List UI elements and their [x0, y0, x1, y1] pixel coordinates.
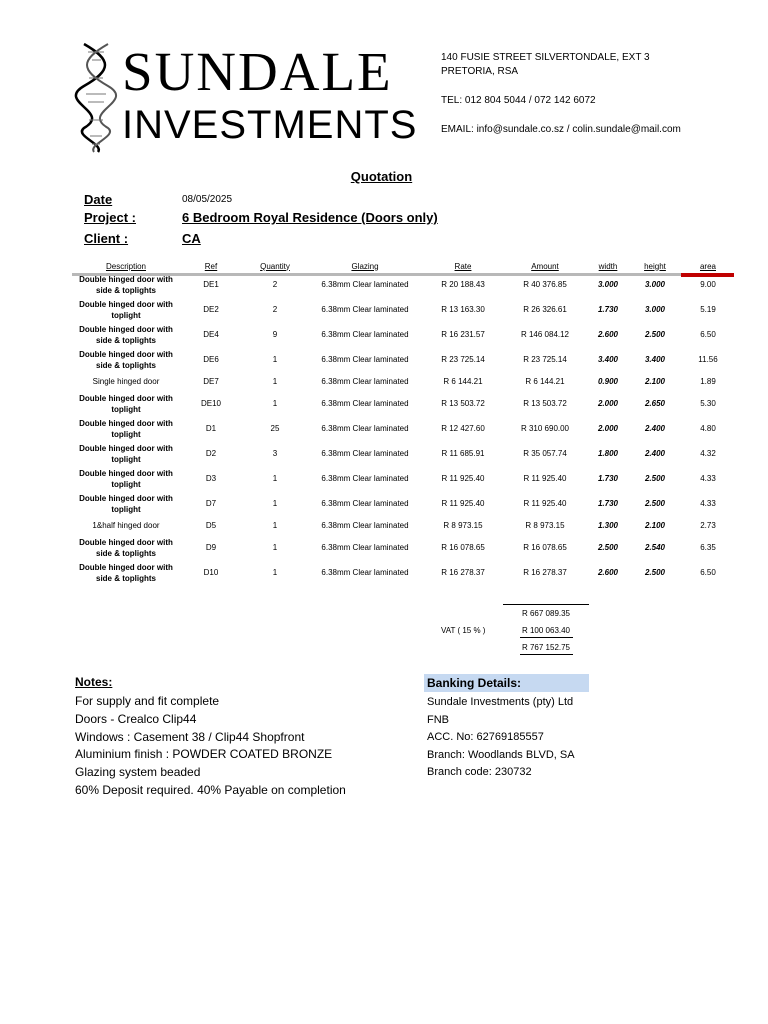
col-header: Amount	[531, 261, 559, 271]
quantity-cell: 1	[272, 355, 278, 364]
document-title: Quotation	[350, 169, 413, 184]
area-cell: 5.30	[700, 399, 716, 408]
col-header: Glazing	[351, 261, 379, 271]
ref-cell: D5	[205, 521, 217, 530]
banking-line: ACC. No: 62769185557	[427, 731, 544, 744]
description-line: Double hinged door with	[79, 393, 173, 403]
ref-cell: DE7	[203, 377, 219, 386]
description-cell	[72, 272, 180, 297]
table-header-row	[72, 260, 736, 272]
rate-cell: R 16 078.65	[441, 543, 485, 552]
col-header: Quantity	[260, 261, 290, 271]
note-line: Doors - Crealco Clip44	[75, 711, 197, 726]
description-line: toplight	[111, 310, 141, 320]
area-cell: 4.80	[700, 424, 716, 433]
amount-cell: R 146 084.12	[520, 330, 570, 339]
description-cell	[72, 491, 180, 516]
description-line: 1&half hinged door	[92, 521, 160, 530]
logo-text-investments: INVESTMENTS	[122, 103, 418, 147]
height-cell: 2.540	[644, 543, 666, 552]
company-logo	[74, 40, 430, 155]
rate-cell: R 11 685.91	[441, 449, 485, 458]
amount-cell: R 310 690.00	[520, 424, 570, 433]
glazing-cell: 6.38mm Clear laminated	[321, 424, 409, 433]
description-cell	[72, 466, 180, 491]
amount-cell: R 26 326.61	[523, 305, 567, 314]
banking-line: Sundale Investments (pty) Ltd	[427, 696, 574, 708]
width-cell: 2.600	[597, 330, 619, 339]
height-cell: 3.400	[644, 355, 666, 364]
description-cell	[72, 322, 180, 347]
quantity-cell: 9	[272, 330, 278, 339]
description-line: side & toplights	[96, 285, 156, 295]
glazing-cell: 6.38mm Clear laminated	[321, 474, 409, 483]
vat-value: R 100 063.40	[521, 626, 571, 635]
height-cell: 2.500	[644, 568, 666, 577]
telephone: TEL: 012 804 5044 / 072 142 6072	[441, 95, 596, 106]
ref-cell: D9	[205, 543, 217, 552]
height-cell: 2.500	[644, 499, 666, 508]
client-label: Client :	[84, 231, 129, 246]
area-cell: 1.89	[700, 377, 716, 386]
table-row	[72, 416, 736, 441]
description-cell	[72, 391, 180, 416]
description-line: Double hinged door with	[79, 418, 173, 428]
rate-cell: R 6 144.21	[443, 377, 483, 386]
quantity-cell: 1	[272, 499, 278, 508]
total-rule	[520, 654, 573, 655]
area-cell: 5.19	[700, 305, 716, 314]
height-cell: 2.400	[644, 424, 666, 433]
table-row	[72, 297, 736, 322]
description-line: toplight	[111, 479, 141, 489]
area-cell: 2.73	[700, 521, 716, 530]
description-cell	[72, 347, 180, 372]
notes-list	[75, 693, 346, 800]
width-cell: 2.600	[597, 568, 619, 577]
glazing-cell: 6.38mm Clear laminated	[321, 305, 409, 314]
banking-line: FNB	[427, 713, 449, 726]
ref-cell: DE6	[203, 355, 219, 364]
table-row	[72, 491, 736, 516]
note-line: Windows : Casement 38 / Clip44 Shopfront	[75, 729, 305, 744]
client-value: CA	[182, 231, 201, 246]
glazing-cell: 6.38mm Clear laminated	[321, 355, 409, 364]
vat-label: VAT ( 15 % )	[441, 626, 486, 635]
height-cell: 3.000	[644, 280, 666, 289]
height-cell: 2.650	[644, 399, 666, 408]
quantity-cell: 2	[272, 280, 278, 289]
email: EMAIL: info@sundale.co.sz / colin.sundale@mail.com	[441, 124, 681, 135]
col-header: area	[699, 261, 716, 271]
description-line: Double hinged door with	[79, 299, 173, 309]
address-line-1: 140 FUSIE STREET SILVERTONDALE, EXT 3	[441, 52, 650, 63]
quantity-cell: 1	[272, 521, 278, 530]
note-line: For supply and fit complete	[75, 694, 220, 708]
quantity-cell: 3	[272, 449, 278, 458]
area-cell: 6.50	[700, 568, 716, 577]
glazing-cell: 6.38mm Clear laminated	[321, 377, 409, 386]
width-cell: 2.000	[597, 424, 619, 433]
dna-helix-icon	[74, 40, 122, 155]
area-cell: 6.35	[700, 543, 716, 552]
description-line: side & toplights	[96, 573, 156, 583]
logo-text-sundale: SUNDALE	[122, 41, 393, 102]
rate-cell: R 11 925.40	[441, 474, 485, 483]
width-cell: 1.730	[597, 305, 619, 314]
glazing-cell: 6.38mm Clear laminated	[321, 568, 409, 577]
ref-cell: D1	[205, 424, 217, 433]
amount-cell: R 23 725.14	[523, 355, 567, 364]
ref-cell: D2	[205, 449, 217, 458]
rate-cell: R 16 231.57	[441, 330, 485, 339]
rate-cell: R 13 163.30	[441, 305, 485, 314]
quantity-cell: 1	[272, 399, 278, 408]
amount-cell: R 11 925.40	[523, 499, 567, 508]
rate-cell: R 16 278.37	[441, 568, 485, 577]
description-line: Double hinged door with	[79, 349, 173, 359]
col-header: Rate	[454, 261, 472, 271]
glazing-cell: 6.38mm Clear laminated	[321, 280, 409, 289]
description-line: Double hinged door with	[79, 324, 173, 334]
height-cell: 3.000	[644, 305, 666, 314]
description-line: side & toplights	[96, 548, 156, 558]
height-cell: 2.500	[644, 474, 666, 483]
banking-details	[427, 694, 575, 782]
table-body	[72, 272, 736, 585]
width-cell: 1.730	[597, 474, 619, 483]
description-cell	[72, 516, 180, 535]
table-row	[72, 535, 736, 560]
table-row	[72, 372, 736, 391]
description-line: side & toplights	[96, 360, 156, 370]
table-row	[72, 441, 736, 466]
description-line: toplight	[111, 454, 141, 464]
banking-heading: Banking Details:	[424, 674, 589, 692]
table-row	[72, 516, 736, 535]
area-cell: 11.56	[698, 355, 718, 364]
subtotal-rule	[503, 604, 589, 605]
project-value: 6 Bedroom Royal Residence (Doors only)	[182, 210, 438, 225]
description-line: toplight	[111, 504, 141, 514]
quotation-table	[72, 260, 736, 585]
glazing-cell: 6.38mm Clear laminated	[321, 521, 409, 530]
height-cell: 2.100	[644, 377, 666, 386]
banking-line: Branch code: 230732	[427, 766, 532, 779]
col-header: width	[598, 261, 618, 271]
glazing-cell: 6.38mm Clear laminated	[321, 499, 409, 508]
description-line: Double hinged door with	[79, 562, 173, 572]
note-line: Glazing system beaded	[75, 765, 201, 780]
description-cell	[72, 441, 180, 466]
table-row	[72, 391, 736, 416]
col-header: Description	[105, 261, 146, 271]
amount-cell: R 11 925.40	[523, 474, 567, 483]
table-row	[72, 560, 736, 585]
rate-cell: R 12 427.60	[441, 424, 485, 433]
width-cell: 1.800	[597, 449, 619, 458]
amount-cell: R 6 144.21	[525, 377, 565, 386]
description-cell	[72, 297, 180, 322]
table-row	[72, 272, 736, 297]
rate-cell: R 13 503.72	[441, 399, 485, 408]
table-row	[72, 466, 736, 491]
ref-cell: D3	[205, 474, 217, 483]
description-line: side & toplights	[96, 335, 156, 345]
description-cell	[72, 535, 180, 560]
width-cell: 1.730	[597, 499, 619, 508]
area-cell: 4.33	[700, 499, 716, 508]
note-line: Aluminium finish : POWDER COATED BRONZE	[75, 747, 333, 762]
width-cell: 3.000	[597, 280, 619, 289]
height-cell: 2.400	[644, 449, 666, 458]
amount-cell: R 16 278.37	[523, 568, 567, 577]
description-line: toplight	[111, 429, 141, 439]
description-cell	[72, 560, 180, 585]
description-line: Double hinged door with	[79, 443, 173, 453]
banking-line: Branch: Woodlands BLVD, SA	[427, 748, 575, 761]
description-line: Double hinged door with	[79, 468, 173, 478]
height-cell: 2.500	[644, 330, 666, 339]
description-cell	[72, 416, 180, 441]
col-header: Ref	[204, 261, 218, 271]
total-value: R 767 152.75	[521, 643, 571, 652]
area-cell: 4.32	[700, 449, 716, 458]
amount-cell: R 35 057.74	[523, 449, 567, 458]
area-cell: 6.50	[700, 330, 716, 339]
description-line: Double hinged door with	[79, 493, 173, 503]
quantity-cell: 25	[270, 424, 280, 433]
amount-cell: R 40 376.85	[523, 280, 567, 289]
date-value: 08/05/2025	[182, 194, 233, 205]
address-line-2: PRETORIA, RSA	[441, 66, 519, 77]
quantity-cell: 1	[272, 377, 278, 386]
date-label: Date	[84, 192, 113, 207]
quantity-cell: 1	[272, 543, 278, 552]
col-header: height	[644, 261, 666, 271]
ref-cell: DE4	[203, 330, 219, 339]
subtotal-value: R 667 089.35	[521, 609, 571, 618]
amount-cell: R 13 503.72	[523, 399, 567, 408]
width-cell: 3.400	[597, 355, 619, 364]
table-row	[72, 322, 736, 347]
amount-cell: R 16 078.65	[523, 543, 567, 552]
quantity-cell: 1	[272, 474, 278, 483]
description-cell	[72, 372, 180, 391]
notes-heading: Notes:	[75, 675, 113, 689]
rate-cell: R 8 973.15	[443, 521, 483, 530]
ref-cell: D10	[203, 568, 219, 577]
glazing-cell: 6.38mm Clear laminated	[321, 330, 409, 339]
rate-cell: R 20 188.43	[441, 280, 485, 289]
quantity-cell: 1	[272, 568, 278, 577]
width-cell: 0.900	[597, 377, 619, 386]
glazing-cell: 6.38mm Clear laminated	[321, 449, 409, 458]
ref-cell: DE2	[203, 305, 219, 314]
ref-cell: DE10	[200, 399, 221, 408]
table-row	[72, 347, 736, 372]
description-line: toplight	[111, 404, 141, 414]
width-cell: 2.000	[597, 399, 619, 408]
rate-cell: R 11 925.40	[441, 499, 485, 508]
ref-cell: D7	[205, 499, 217, 508]
area-cell: 4.33	[700, 474, 716, 483]
description-line: Single hinged door	[92, 377, 160, 386]
ref-cell: DE1	[203, 280, 219, 289]
width-cell: 2.500	[597, 543, 619, 552]
project-label: Project :	[84, 210, 137, 225]
glazing-cell: 6.38mm Clear laminated	[321, 543, 409, 552]
area-cell: 9.00	[700, 280, 716, 289]
height-cell: 2.100	[644, 521, 666, 530]
width-cell: 1.300	[597, 521, 619, 530]
description-line: Double hinged door with	[79, 274, 173, 284]
glazing-cell: 6.38mm Clear laminated	[321, 399, 409, 408]
note-line: 60% Deposit required. 40% Payable on completion	[75, 782, 346, 797]
rate-cell: R 23 725.14	[441, 355, 485, 364]
amount-cell: R 8 973.15	[525, 521, 565, 530]
vat-rule	[520, 637, 573, 638]
quantity-cell: 2	[272, 305, 278, 314]
description-line: Double hinged door with	[79, 537, 173, 547]
